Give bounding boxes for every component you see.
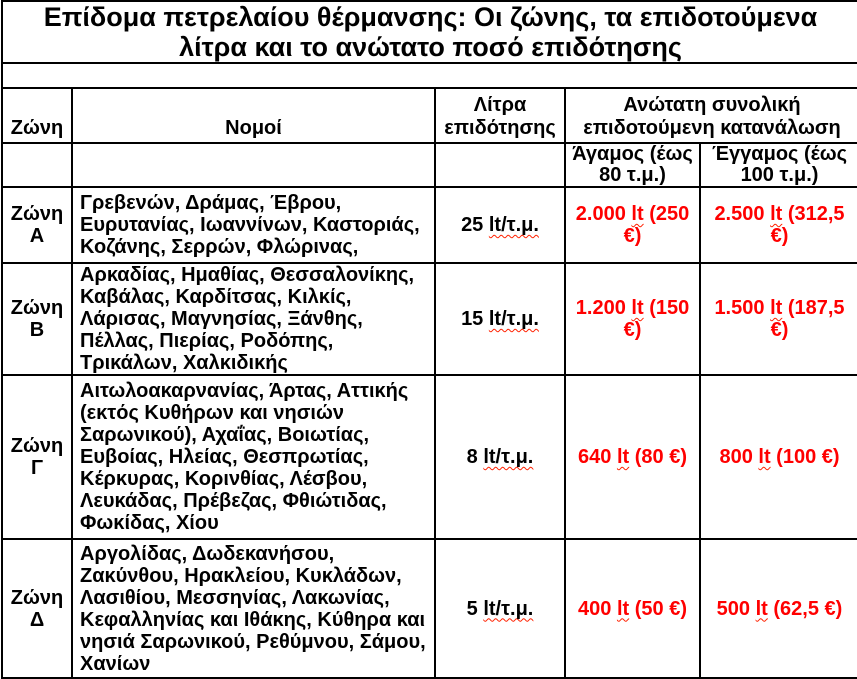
empty-cell-prefectures [72, 143, 435, 187]
zone-label: Ζώνη Α [2, 187, 72, 263]
empty-cell-zone [2, 143, 72, 187]
single-value: 1.200 lt (150 €) [565, 263, 700, 375]
married-value: 800 lt (100 €) [700, 375, 857, 539]
married-value: 500 lt (62,5 €) [700, 539, 857, 678]
married-value: 2.500 lt (312,5 €) [700, 187, 857, 263]
table-row-zone-a [2, 187, 857, 263]
single-value: 640 lt (80 €) [565, 375, 700, 539]
table-row-zone-c [2, 375, 857, 539]
title-row [2, 1, 857, 63]
title-line-1: Επίδομα πετρελαίου θέρμανσης: Οι ζώνης, τα επιδοτούμενα [43, 2, 818, 32]
table-row-zone-b [2, 263, 857, 375]
page-title [2, 1, 857, 63]
liters-value: 15 lt/τ.μ. [435, 263, 565, 375]
header-liters: Λίτρα επιδότησης [435, 88, 565, 143]
prefectures-list: Αιτωλοακαρνανίας, Άρτας, Αττικής (εκτός Κυθήρων και νησιών Σαρωνικού), Αχαΐας, Βοιωτίας, Ευβοίας, Ηλείας, Θεσπρωτίας, Κέρκυρας, Κορινθίας, Λέσβου, Λευκάδας, Πρέβεζας, Φθιώτιδας, Φωκίδας, Χίου [72, 375, 435, 539]
table-row-zone-d [2, 539, 857, 678]
liters-value: 25 lt/τ.μ. [435, 187, 565, 263]
header-zone: Ζώνη [2, 88, 72, 143]
prefectures-list: Αργολίδας, Δωδεκανήσου, Ζακύνθου, Ηρακλείου, Κυκλάδων, Λασιθίου, Μεσσηνίας, Λακωνίας, Κεφαλληνίας και Ιθάκης, Κύθηρα και νησιά Σαρωνικού, Ρεθύμνου, Σάμου, Χανίων [72, 539, 435, 678]
unit-lt: lt [770, 297, 783, 319]
prefectures-list: Αρκαδίας, Ημαθίας, Θεσσαλονίκης, Καβάλας, Καρδίτσας, Κιλκίς, Λάρισας, Μαγνησίας, Ξάνθης, Πέλλας, Πιερίας, Ροδόπης, Τρικάλων, Χαλκιδικής [72, 263, 435, 375]
zone-label: Ζώνη Γ [2, 375, 72, 539]
spacer-row [2, 63, 857, 88]
liters-unit: lt/τ.μ. [483, 597, 534, 620]
liters-value: 5 lt/τ.μ. [435, 539, 565, 678]
title-line-2: λίτρα και το ανώτατο ποσό επιδότησης [179, 32, 682, 62]
unit-lt: lt [770, 203, 783, 225]
unit-lt: lt [616, 446, 630, 468]
spacer-cell [2, 63, 857, 88]
header-prefectures: Νομοί [72, 88, 435, 143]
header-single: Άγαμος (έως 80 τ.μ.) [565, 143, 700, 187]
unit-lt: lt [755, 597, 768, 620]
header-max-total: Ανώτατη συνολική επιδοτούμενη κατανάλωση [565, 88, 857, 143]
married-value: 1.500 lt (187,5 €) [700, 263, 857, 375]
empty-cell-liters [435, 143, 565, 187]
liters-unit: lt/τ.μ. [483, 446, 534, 468]
unit-lt: lt [631, 297, 644, 319]
header-row-main [2, 88, 857, 143]
prefectures-list: Γρεβενών, Δράμας, Έβρου, Ευρυτανίας, Ιωαννίνων, Καστοριάς, Κοζάνης, Σερρών, Φλώρινας, [72, 187, 435, 263]
zone-label: Ζώνη Δ [2, 539, 72, 678]
liters-unit: lt/τ.μ. [488, 308, 539, 330]
heating-oil-subsidy-table [1, 0, 857, 679]
single-value: 400 lt (50 €) [565, 539, 700, 678]
single-value: 2.000 lt (250 €) [565, 187, 700, 263]
unit-lt: lt [758, 446, 771, 468]
unit-lt: lt [631, 203, 644, 225]
header-married: Έγγαμος (έως 100 τ.μ.) [700, 143, 857, 187]
liters-unit: lt/τ.μ. [488, 214, 539, 236]
unit-lt: lt [616, 597, 630, 620]
zone-label: Ζώνη Β [2, 263, 72, 375]
header-row-sub [2, 143, 857, 187]
liters-value: 8 lt/τ.μ. [435, 375, 565, 539]
